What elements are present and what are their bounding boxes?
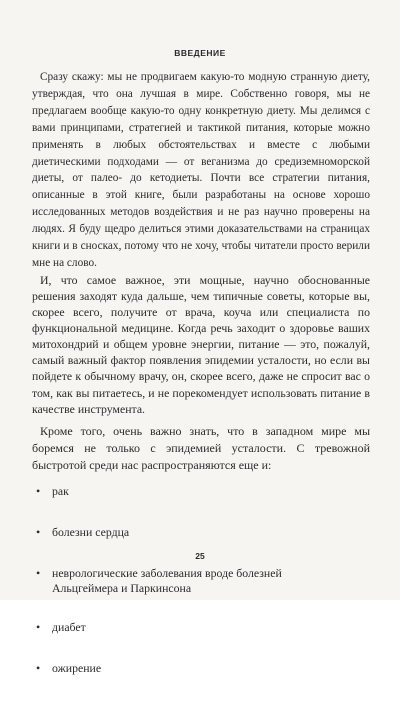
list-item bbox=[32, 566, 370, 596]
list-item bbox=[32, 484, 370, 499]
body-text bbox=[32, 69, 370, 702]
bullet-icon: • bbox=[36, 484, 41, 499]
page-number: 25 bbox=[195, 551, 205, 561]
list-item-text: ожирение bbox=[52, 661, 102, 676]
list-item-text: неврологические заболевания вроде болезней Альцгеймера и Паркинсона bbox=[52, 566, 282, 596]
list-item bbox=[32, 525, 370, 540]
bullet-icon: • bbox=[36, 620, 41, 635]
paragraph-3: Кроме того, очень важно знать, что в западном мире мы боремся не только с эпидемией усталости. С тревожной быстротой среди нас распространяются еще и: bbox=[32, 423, 370, 473]
list-item-text: диабет bbox=[52, 620, 86, 635]
list-item bbox=[32, 620, 370, 635]
list-item bbox=[32, 661, 370, 676]
chapter-heading: ВВЕДЕНИЕ bbox=[174, 48, 226, 58]
bullet-list bbox=[32, 484, 370, 676]
list-item-text: рак bbox=[52, 484, 69, 499]
bullet-icon: • bbox=[36, 661, 41, 676]
paragraph-1: Сразу скажу: мы не продвигаем какую-то модную странную диету, утверждая, что она лучшая в мире. Собственно говоря, мы не предлагаем вообще какую-то одну конкретную диету. Мы делимся с вами принципами, стратегией и тактикой питания, которые можно применять в любых обстоятельствах и вместе с любыми диетическими подходами — от веганизма до средиземноморской диеты, от палео- до кетодиеты. Почти все стратегии питания, описанные в этой книге, были разработаны на основе хорошо исследованных методов воздействия и не раз научно проверены на людях. Я буду щедро делиться этими доказательствами на страницах книги и в сносках, потому что не хочу, чтобы читатели просто верили мне на слово. bbox=[32, 71, 370, 269]
paragraph-2: И, что самое важное, эти мощные, научно обоснованные решения заходят куда дальше, чем типичные советы, которые вы, скорее всего, получите от врача, коуча или специалиста по функциональной медицине. Когда речь заходит о здоровье ваших митохондрий и общем уровне энергии, питание — это, пожалуй, самый важный фактор появления эпидемии усталости, но если вы пойдете к обычному врачу, он, скорее всего, даже не спросит вас о том, как вы питаетесь, и не порекомендует использовать питание в качестве инструмента. bbox=[32, 272, 370, 416]
bullet-icon: • bbox=[36, 525, 41, 540]
bullet-icon: • bbox=[36, 566, 41, 581]
list-item-text: болезни сердца bbox=[52, 525, 130, 540]
